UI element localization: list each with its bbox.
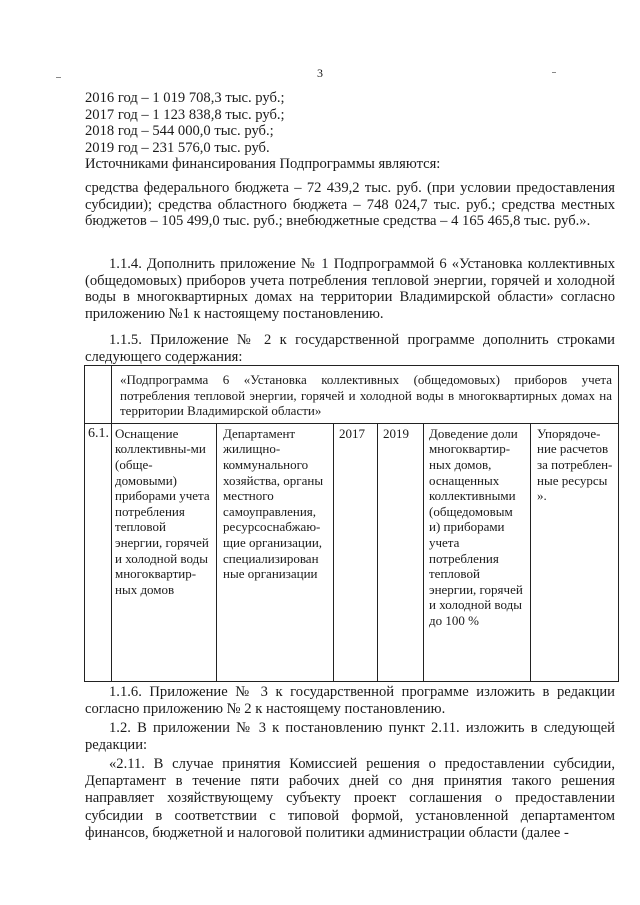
paragraph-1-2: 1.2. В приложении № 3 к постановлению пункт 2.11. изложить в следующей редакции: [85, 720, 615, 753]
funding-line: 2019 год – 231 576,0 тыс. руб. [85, 139, 270, 156]
scan-mark-right [552, 72, 556, 73]
paragraph-1-1-4: 1.1.4. Дополнить приложение № 1 Подпрограммой 6 «Установка коллективных (общедомовых) приборов учета потребления тепловой энергии, горячей и холодной воды в многоквартирных домах на территории Владимирской области» согласно приложению №1 к настоящему постановлению. [85, 256, 615, 322]
executor-cell: Департамент жилищно-коммунального хозяйства, органы местного самоуправления, ресурсоснабжаю-щие организации, специализирован ные организации [217, 423, 334, 681]
paragraph-1-1-6: 1.1.6. Приложение № 3 к государственной программе изложить в редакции согласно приложению № 2 к настоящему постановлению. [85, 684, 615, 717]
appendix-table [84, 365, 619, 682]
paragraph-1-1-5: 1.1.5. Приложение № 2 к государственной программе дополнить строками следующего содержания: [85, 332, 615, 365]
effect-cell: Упорядоче-ние расчетов за потреблен-ные ресурсы ». [531, 423, 619, 681]
scan-mark-left [56, 77, 61, 78]
funding-line: 2017 год – 1 123 838,8 тыс. руб.; [85, 106, 285, 123]
start-year-cell: 2017 [334, 423, 378, 681]
empty-cell [85, 366, 112, 424]
funding-line: 2016 год – 1 019 708,3 тыс. руб.; [85, 90, 285, 106]
funding-by-year [85, 90, 615, 173]
sources-heading: Источниками финансирования Подпрограммы являются: [85, 156, 441, 172]
activity-cell: Оснащение коллективны-ми (обще-домовыми) приборами учета потребления тепловой энергии, горячей и холодной воды многоквартир-ных домов [112, 423, 217, 681]
table-header-row [85, 366, 619, 424]
funding-line: 2018 год – 544 000,0 тыс. руб.; [85, 123, 274, 139]
end-year-cell: 2019 [378, 423, 424, 681]
table-row [85, 423, 619, 681]
subprogram-title: «Подпрограмма 6 «Установка коллективных (общедомовых) приборов учета потребления тепловой энергии, горячей и холодной воды в многоквартирных домах на территории Владимирской области» [112, 366, 619, 424]
paragraph-2-11: «2.11. В случае принятия Комиссией решения о предоставлении субсидии, Департамент в течение пяти рабочих дней со дня принятия такого решения направляет хозяйствующему субъекту проект соглашения о предоставлении субсидии в соответствии с типовой формой, установленной департаментом финансов, бюджетной и налоговой политики администрации области (далее - [85, 756, 615, 841]
result-cell: Доведение доли многоквартир-ных домов, оснащенных коллективными (общедомовым и) приборами учета потребления тепловой энергии, горячей и холодной воды до 100 % [424, 423, 531, 681]
row-number: 6.1. [85, 423, 112, 681]
page-number: 3 [317, 66, 323, 80]
funding-sources: средства федерального бюджета – 72 439,2 тыс. руб. (при условии предоставления субсидии); средства областного бюджета – 748 024,7 тыс. руб.; средства местных бюджетов – 105 499,0 тыс. руб.; внебюджетные средства – 4 165 465,8 тыс. руб.». [85, 180, 615, 229]
